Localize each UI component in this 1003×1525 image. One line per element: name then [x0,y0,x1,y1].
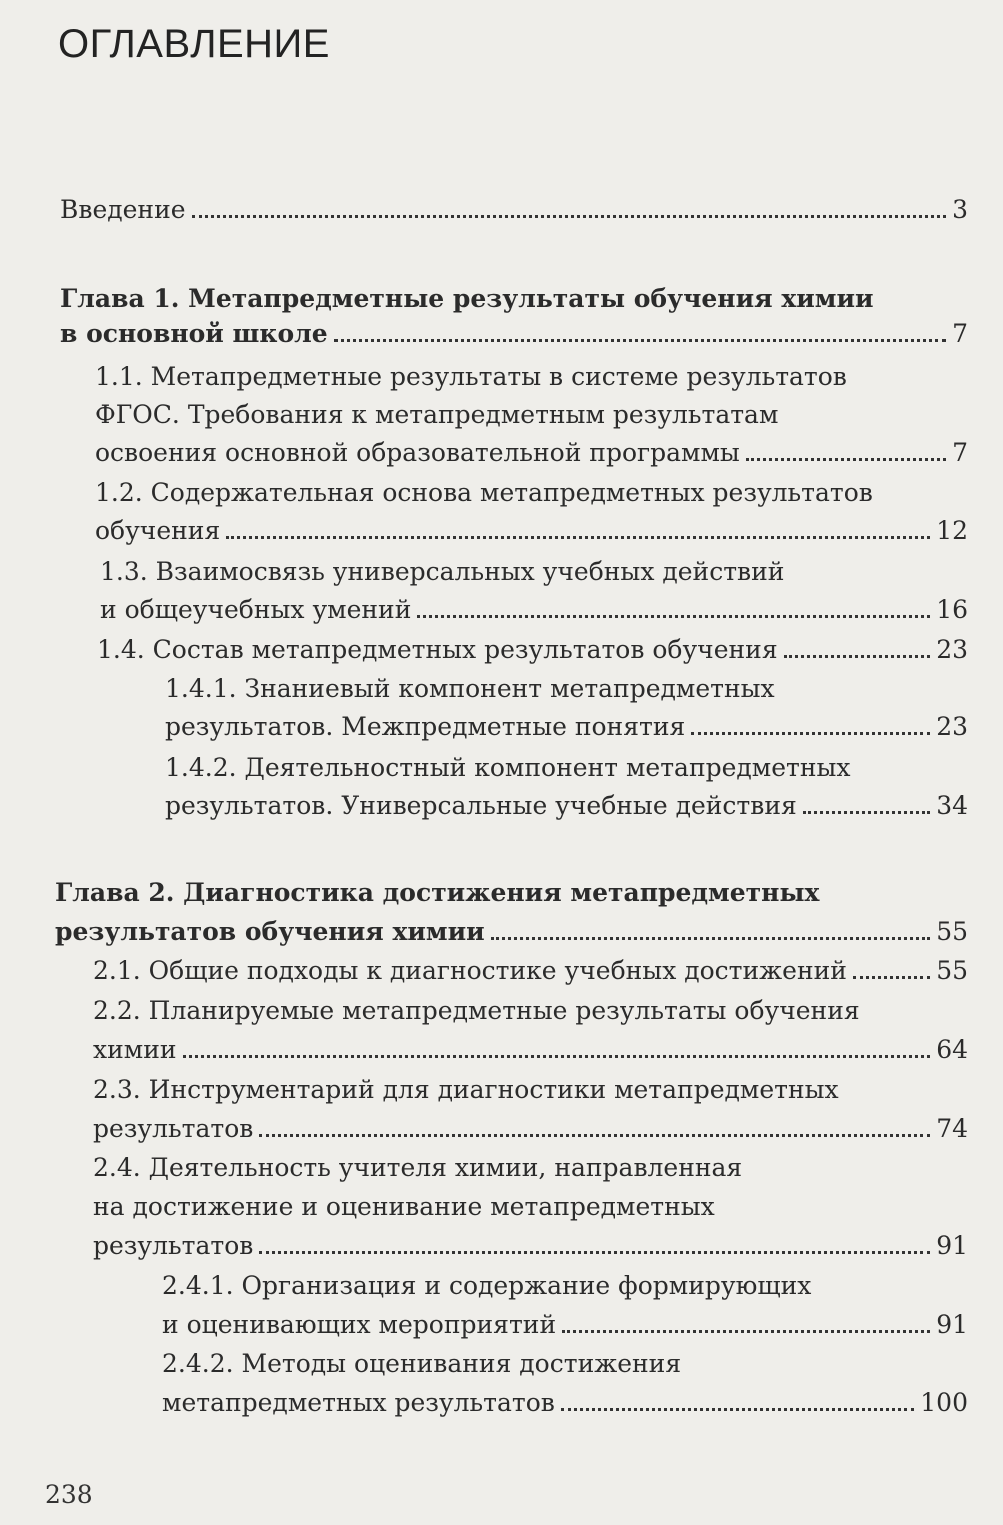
dot-leader [803,811,930,814]
toc-entry-title: результатов. Межпредметные понятия [165,712,686,741]
toc-entry-line: 1.4.2. Деятельностный компонент метапредметных [165,753,851,782]
toc-entry-title: результатов. Универсальные учебные действия [165,791,797,820]
toc-page-number: 55 [936,917,968,946]
toc-entry-line: 1.1. Метапредметные результаты в системе результатов [95,362,847,391]
dot-leader [562,1330,930,1333]
toc-entry [95,515,968,547]
toc-entry-title: обучения [95,516,221,545]
toc-entry [162,1387,968,1419]
page-title: ОГЛАВЛЕНИЕ [58,22,330,66]
toc-entry-title: 1.4. Состав метапредметных результатов обучения [97,635,778,664]
dot-leader [746,458,946,461]
toc-page-number: 23 [936,635,968,664]
toc-entry-line: ФГОС. Требования к метапредметным результатам [95,400,779,429]
dot-leader [259,1134,930,1137]
toc-entry [93,1230,968,1262]
toc-entry [55,916,968,948]
toc-entry-line: 2.2. Планируемые метапредметные результаты обучения [93,996,860,1025]
toc-entry-title: результатов [93,1114,254,1143]
toc-entry [100,594,968,626]
toc-entry-line: 1.3. Взаимосвязь универсальных учебных действий [100,557,785,586]
toc-entry-title: химии [93,1035,177,1064]
dot-leader [491,937,931,940]
toc-entry-title: результатов обучения химии [55,917,485,946]
toc-entry-title: и оценивающих мероприятий [162,1310,557,1339]
toc-page-number: 55 [936,956,968,985]
toc-entry-title: Введение [60,195,186,224]
toc-page-number: 100 [920,1388,968,1417]
toc-entry [93,1113,968,1145]
toc-entry-line: 2.4.1. Организация и содержание формирующих [162,1271,812,1300]
toc-entry [165,790,968,822]
page-number: 238 [45,1480,93,1509]
dot-leader [784,655,931,658]
toc-entry [60,318,968,350]
toc-entry-line: 2.4. Деятельность учителя химии, направленная [93,1153,743,1182]
toc-page-number: 3 [952,195,968,224]
toc-entry-line: 1.2. Содержательная основа метапредметных результатов [95,478,873,507]
toc-entry-title: освоения основной образовательной программы [95,438,740,467]
toc-entry [97,634,968,666]
toc-entry-title: результатов [93,1231,254,1260]
dot-leader [226,536,930,539]
dot-leader [259,1251,930,1254]
toc-entry [93,955,968,987]
toc-page-number: 91 [936,1310,968,1339]
toc-entry-line: 1.4.1. Знаниевый компонент метапредметных [165,674,775,703]
dot-leader [183,1055,931,1058]
toc-entry-line: 2.4.2. Методы оценивания достижения [162,1349,682,1378]
dot-leader [691,732,930,735]
dot-leader [561,1408,914,1411]
toc-entry-title: 2.1. Общие подходы к диагностике учебных достижений [93,956,847,985]
dot-leader [192,215,947,218]
toc-entry [165,711,968,743]
toc-page-number: 7 [952,319,968,348]
toc-page-number: 74 [936,1114,968,1143]
toc-page-number: 64 [936,1035,968,1064]
toc-page-number: 34 [936,791,968,820]
toc-entry [93,1034,968,1066]
toc-page-number: 91 [936,1231,968,1260]
toc-entry-title: метапредметных результатов [162,1388,555,1417]
toc-page-number: 16 [936,595,968,624]
toc-entry-title: в основной школе [60,319,328,348]
toc-entry [162,1309,968,1341]
toc-entry-line: Глава 1. Метапредметные результаты обучения химии [60,284,874,313]
toc-entry [60,194,968,226]
toc-entry-line: на достижение и оценивание метапредметных [93,1192,715,1221]
toc-entry [95,437,968,469]
toc-page-number: 23 [936,712,968,741]
toc-entry-title: и общеучебных умений [100,595,412,624]
toc-entry-line: Глава 2. Диагностика достижения метапредметных [55,878,820,907]
dot-leader [334,339,946,342]
dot-leader [853,976,930,979]
toc-page-number: 12 [936,516,968,545]
dot-leader [417,615,930,618]
toc-page-number: 7 [952,438,968,467]
toc-entry-line: 2.3. Инструментарий для диагностики метапредметных [93,1075,839,1104]
